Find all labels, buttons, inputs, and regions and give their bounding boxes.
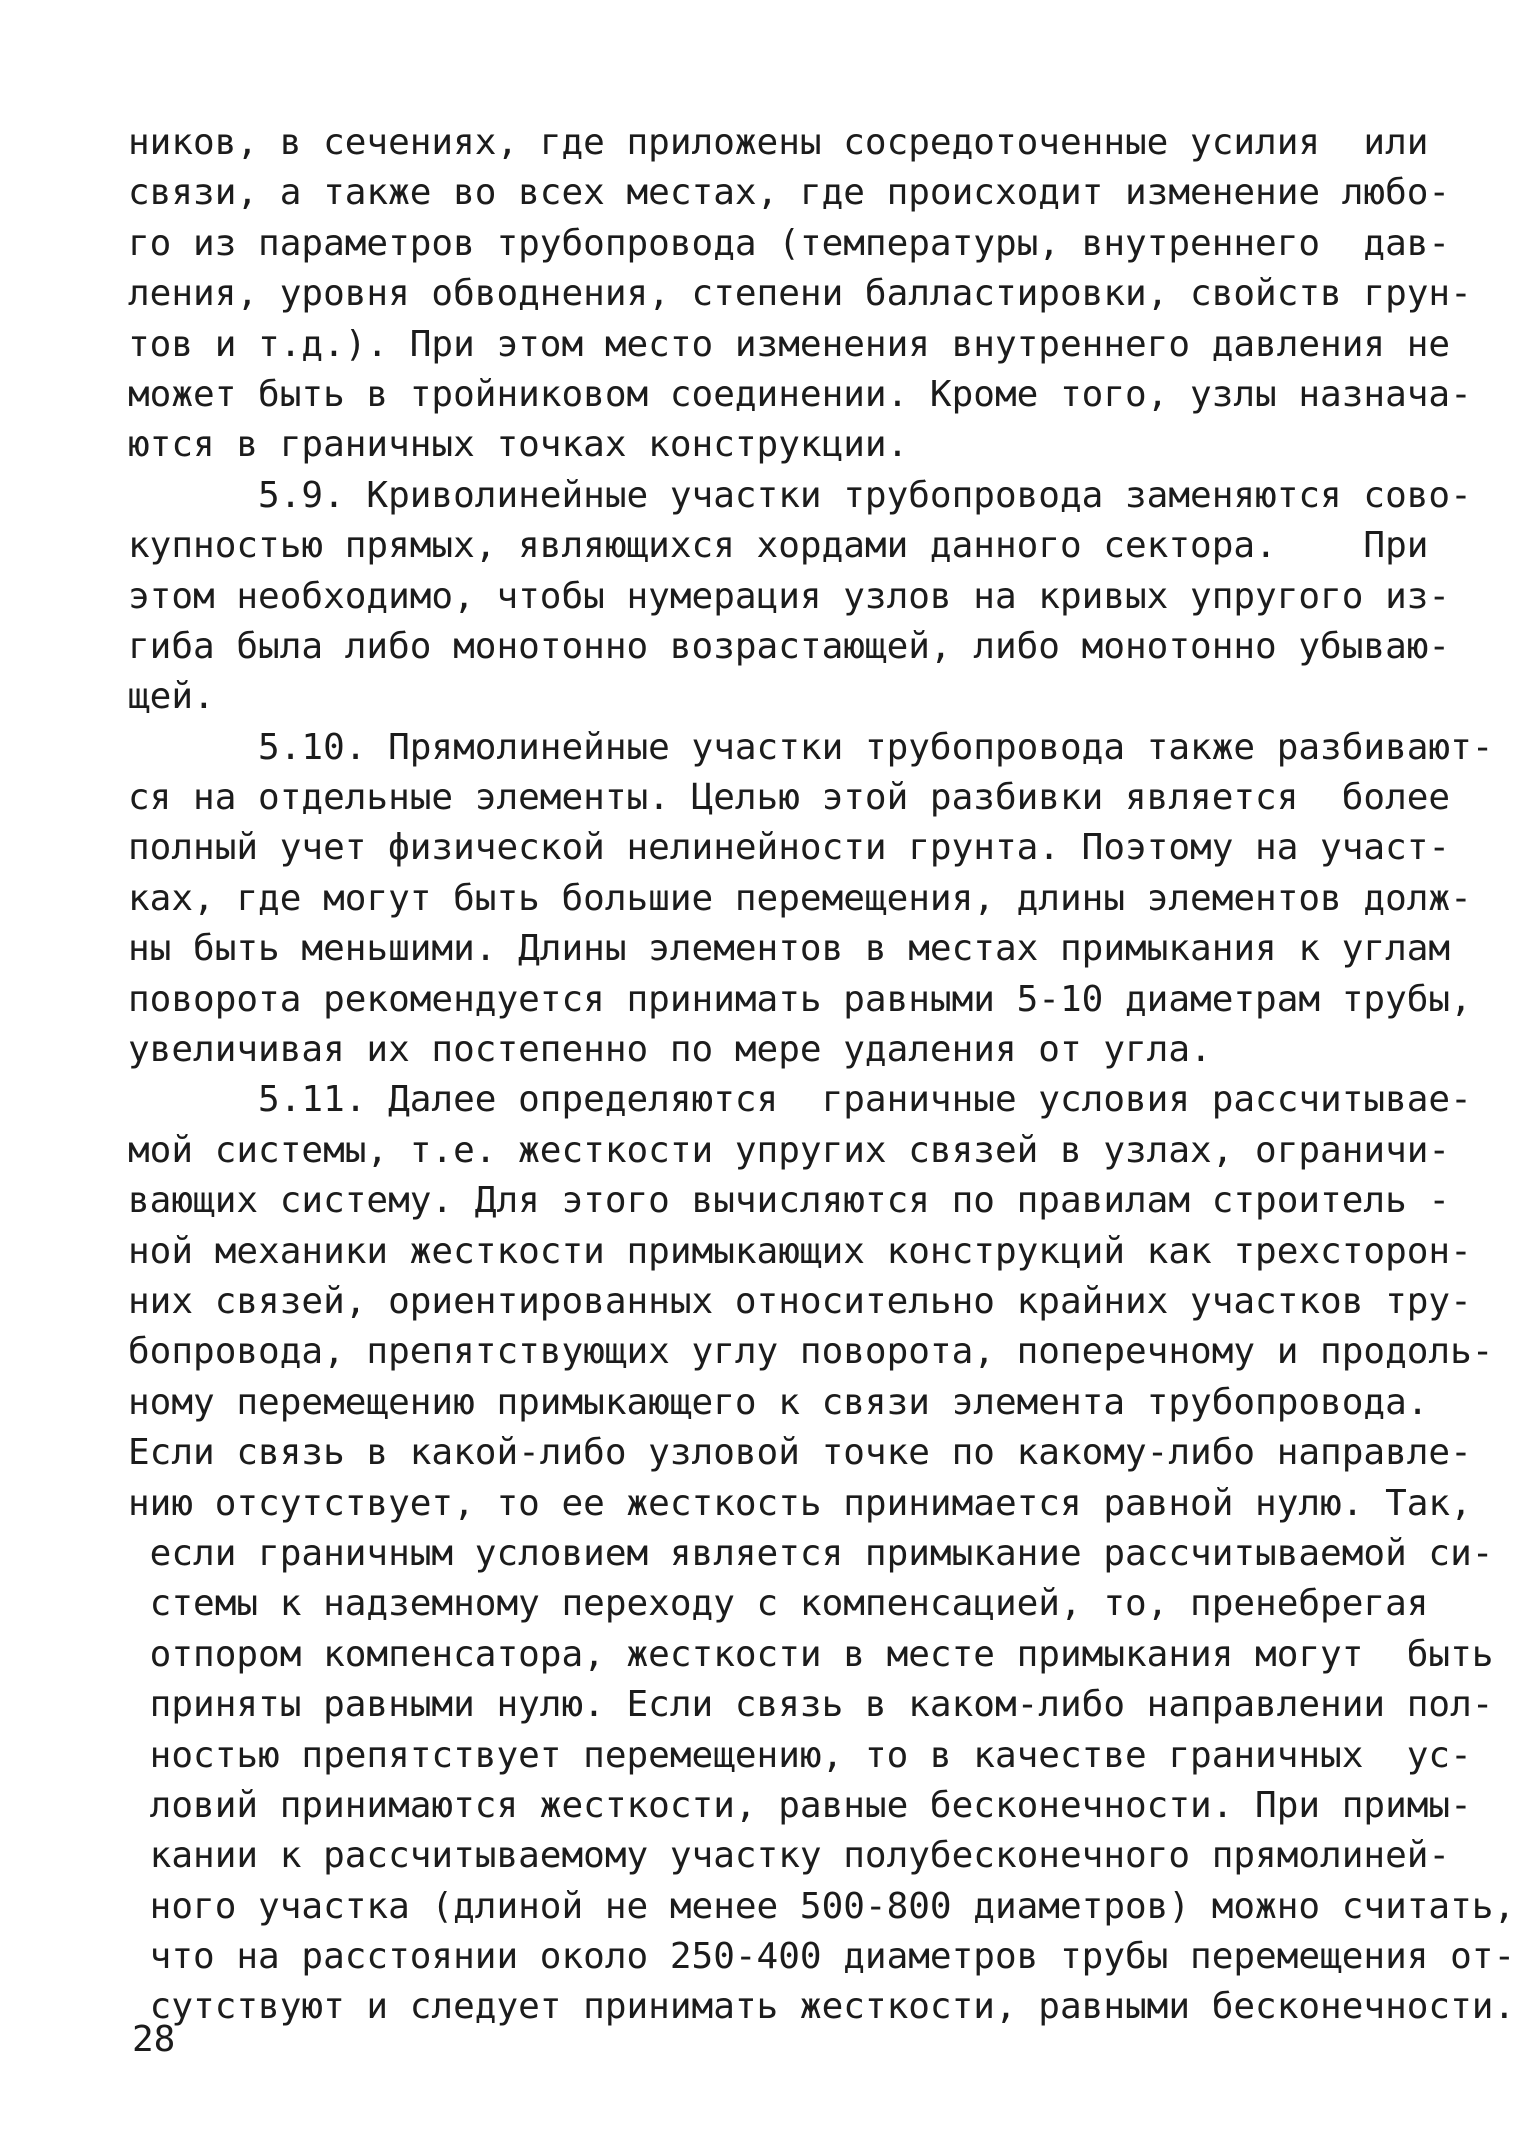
text-line: приняты равными нулю. Если связь в каком-либо направлении пол-: [128, 1684, 1494, 1726]
text-line: что на расстоянии около 250-400 диаметров трубы перемещения от-: [128, 1936, 1516, 1978]
text-line: поворота рекомендуется принимать равными 5-10 диаметрам трубы,: [128, 978, 1472, 1020]
text-line: ников, в сечениях, где приложены сосредоточенные усилия или: [128, 122, 1429, 163]
text-line: если граничным условием является примыкание рассчитываемой си-: [128, 1532, 1494, 1574]
text-line: увеличивая их постепенно по мере удаления от угла.: [128, 1029, 1212, 1071]
text-line: связи, а также во всех местах, где происходит изменение любо-: [128, 172, 1451, 214]
text-line: го из параметров трубопровода (температуры, внутреннего дав-: [128, 222, 1451, 264]
text-line: бопровода, препятствующих углу поворота, поперечному и продоль-: [128, 1331, 1494, 1373]
text-line: мой системы, т.е. жесткости упругих связей в узлах, ограничи-: [128, 1129, 1451, 1171]
text-line: нию отсутствует, то ее жесткость принимается равной нулю. Так,: [128, 1482, 1472, 1524]
text-line: этом необходимо, чтобы нумерация узлов на кривых упругого из-: [128, 575, 1451, 617]
text-line: отпором компенсатора, жесткости в месте примыкания могут быть: [128, 1633, 1494, 1675]
text-line: ны быть меньшими. Длины элементов в местах примыкания к углам: [128, 928, 1451, 970]
text-line: 5.9. Криволинейные участки трубопровода заменяются сово-: [128, 474, 1472, 516]
text-line: ной механики жесткости примыкающих конструкций как трехсторон-: [128, 1230, 1472, 1272]
text-line: кании к рассчитываемому участку полубесконечного прямолиней-: [128, 1835, 1451, 1877]
text-line: полный учет физической нелинейности грунта. Поэтому на участ-: [128, 827, 1451, 869]
body-text: [128, 118, 1516, 2033]
text-line: гиба была либо монотонно возрастающей, либо монотонно убываю-: [128, 625, 1451, 667]
text-line: вающих систему. Для этого вычисляются по правилам строитель -: [128, 1180, 1451, 1222]
text-line: стемы к надземному переходу с компенсацией, то, пренебрегая: [128, 1583, 1429, 1625]
text-line: ках, где могут быть большие перемещения, длины элементов долж-: [128, 877, 1472, 919]
text-line: ного участка (длиной не менее 500-800 диаметров) можно считать,: [128, 1885, 1516, 1927]
text-line: них связей, ориентированных относительно крайних участков тру-: [128, 1280, 1472, 1322]
text-line: ному перемещению примыкающего к связи элемента трубопровода.: [128, 1381, 1429, 1423]
text-line: ления, уровня обводнения, степени балластировки, свойств грун-: [128, 273, 1472, 315]
text-line: купностью прямых, являющихся хордами данного сектора. При: [128, 525, 1429, 567]
text-line: сутствуют и следует принимать жесткости, равными бесконечности.: [128, 1986, 1516, 2028]
page-number: 28: [132, 2019, 176, 2060]
text-line: ся на отдельные элементы. Целью этой разбивки является более: [128, 777, 1451, 819]
text-line: ются в граничных точках конструкции.: [128, 424, 909, 466]
text-line: может быть в тройниковом соединении. Кроме того, узлы назнача-: [128, 373, 1472, 415]
text-line: щей.: [128, 676, 215, 718]
text-line: тов и т.д.). При этом место изменения внутреннего давления не: [128, 323, 1451, 365]
text-line: 5.11. Далее определяются граничные условия рассчитывае-: [128, 1079, 1472, 1121]
text-line: 5.10. Прямолинейные участки трубопровода также разбивают-: [128, 726, 1494, 768]
text-line: Если связь в какой-либо узловой точке по какому-либо направле-: [128, 1432, 1472, 1474]
text-line: ностью препятствует перемещению, то в качестве граничных ус-: [128, 1734, 1472, 1776]
text-line: ловий принимаются жесткости, равные бесконечности. При примы-: [128, 1784, 1472, 1826]
